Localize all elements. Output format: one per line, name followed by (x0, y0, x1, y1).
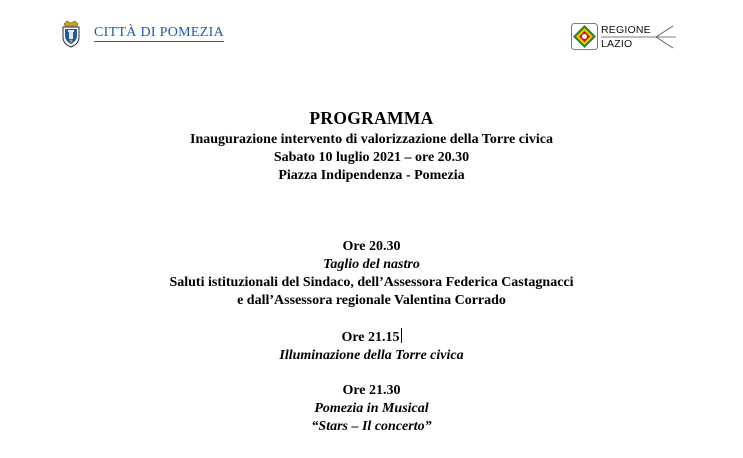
event-name: Inaugurazione intervento di valorizzazione della Torre civica (190, 132, 553, 147)
schedule-time: Ore 20.30 (342, 239, 401, 254)
pomezia-logo (60, 20, 224, 48)
program-intro (0, 131, 743, 185)
pomezia-name: CITTÀ DI POMEZIA (94, 25, 225, 40)
event-location: Piazza Indipendenza - Pomezia (278, 168, 465, 183)
schedule-event: Illuminazione della Torre civica (279, 348, 464, 363)
schedule-time: Ore 21.15 (341, 330, 400, 345)
schedule-event: Pomezia in Musical (314, 401, 429, 416)
text-cursor (401, 328, 402, 343)
schedule-time: Ore 21.30 (342, 383, 401, 398)
schedule-detail: Saluti istituzionali del Sindaco, dell’Assessora Federica Castagnacci (169, 275, 574, 290)
schedule-item (0, 328, 743, 365)
schedule-item (0, 382, 743, 436)
regione-label: REGIONE (601, 23, 651, 36)
schedule-item (0, 238, 743, 310)
lazio-label: LAZIO (601, 37, 633, 50)
schedule-time-row (0, 328, 743, 347)
schedule-detail: e dall’Assessora regionale Valentina Corrado (237, 293, 506, 308)
regione-lazio-wordmark (601, 24, 676, 50)
program-title: PROGRAMMA (309, 108, 434, 128)
pomezia-crest-icon (60, 20, 82, 48)
schedule-subtitle: “Stars – Il concerto” (311, 419, 432, 434)
regione-lazio-logo (571, 23, 676, 50)
schedule-event: Taglio del nastro (323, 257, 420, 272)
event-date: Sabato 10 luglio 2021 – ore 20.30 (273, 150, 470, 165)
regione-lazio-emblem-icon (571, 23, 598, 50)
